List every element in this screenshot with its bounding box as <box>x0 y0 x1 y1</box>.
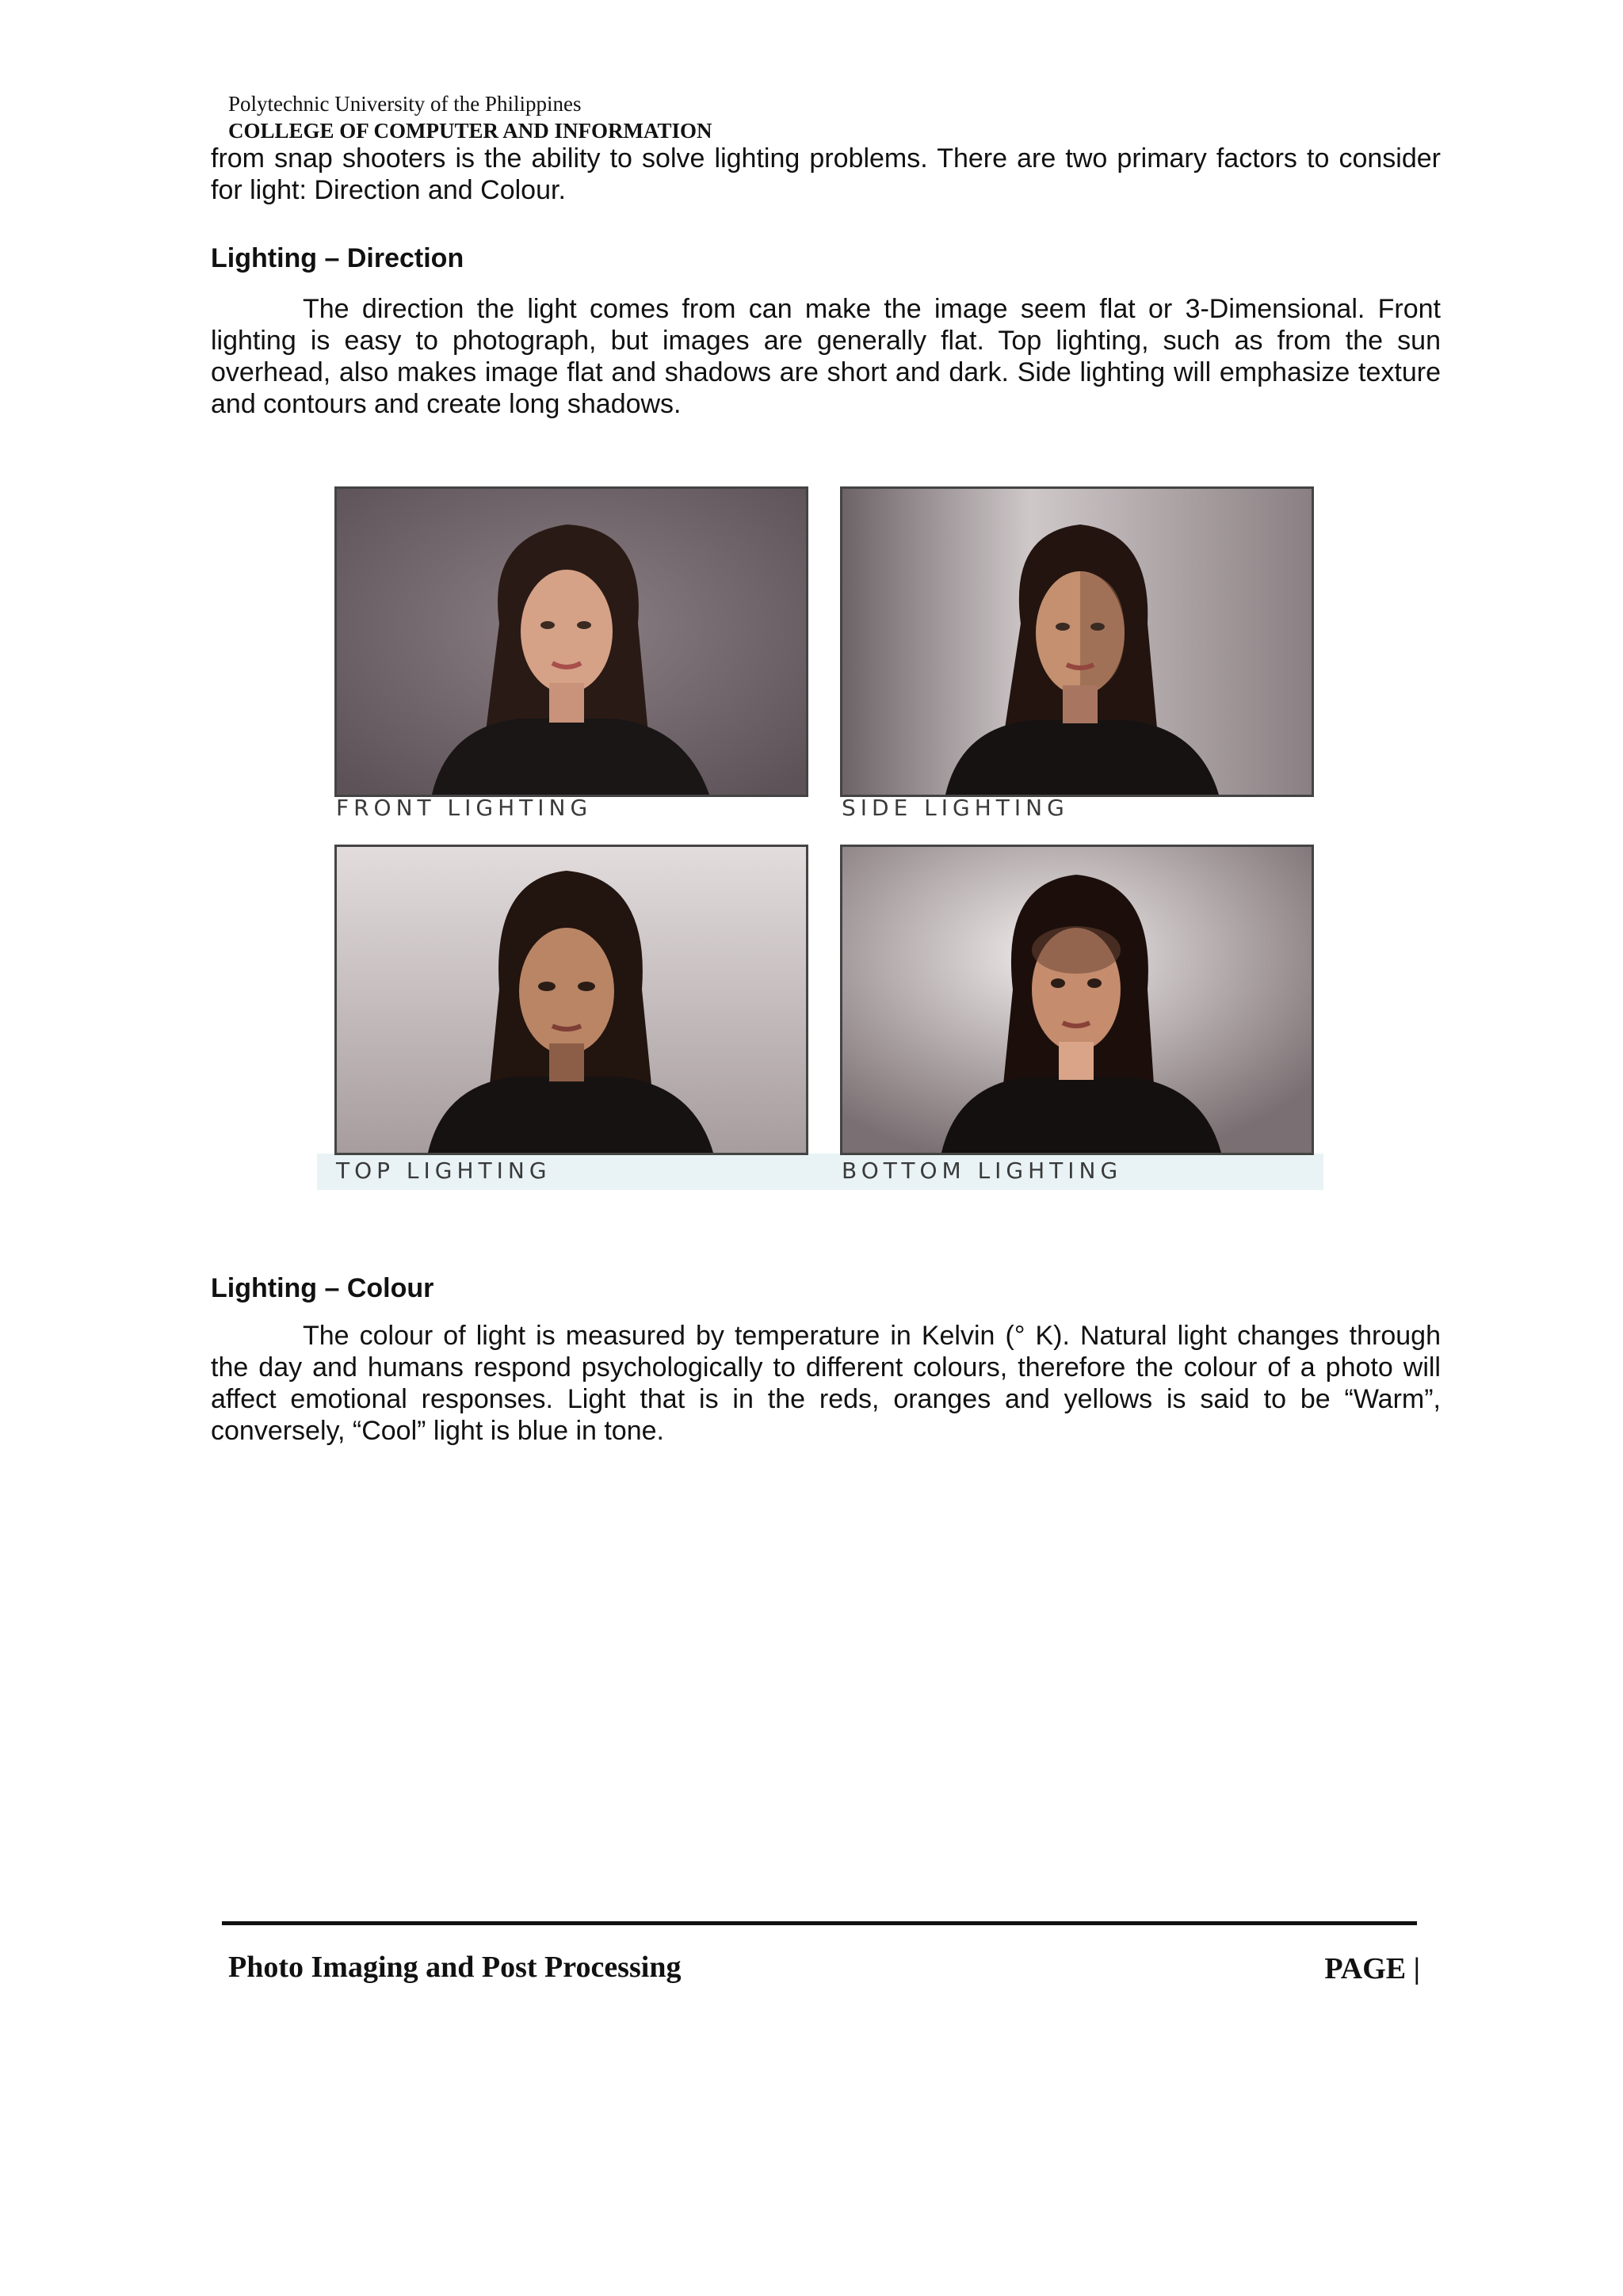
page-header <box>228 90 712 144</box>
paragraph-lighting-colour: The colour of light is measured by temperature in Kelvin (° K). Natural light changes through the day and humans respond psychologically to different colours, therefore the colour of a photo will affect emotional responses. Light that is in the reds, oranges and yellows is said to be “Warm”, conversely, “Cool” light is blue in tone. <box>211 1321 1441 1446</box>
colour-section <box>211 1272 1441 1447</box>
caption-front-lighting: FRONT LIGHTING <box>336 795 593 821</box>
footer-page-label: PAGE | <box>1324 1952 1420 1985</box>
caption-bottom-lighting: BOTTOM LIGHTING <box>842 1158 1123 1184</box>
photo-bottom-lighting <box>840 845 1314 1155</box>
paragraph-lighting-direction: The direction the light comes from can make the image seem flat or 3-Dimensional. Front lighting is easy to photograph, but images are generally flat. Top lighting, such as from the sun overhead, also makes image flat and shadows are short and dark. Side lighting will emphasize texture and contours and create long shadows. <box>211 294 1441 419</box>
photo-top-lighting <box>334 845 808 1155</box>
portrait-side-image <box>842 489 1312 795</box>
photo-side-lighting <box>840 486 1314 797</box>
lighting-figure <box>317 483 1323 1190</box>
photo-front-lighting <box>334 486 808 797</box>
heading-lighting-colour: Lighting – Colour <box>211 1273 434 1303</box>
footer-divider <box>222 1921 1417 1925</box>
caption-top-lighting: TOP LIGHTING <box>336 1158 552 1184</box>
caption-side-lighting: SIDE LIGHTING <box>842 795 1069 821</box>
footer-course-title: Photo Imaging and Post Processing <box>228 1951 682 1984</box>
document-body <box>211 143 1441 420</box>
portrait-top-image <box>337 847 806 1153</box>
intro-paragraph: from snap shooters is the ability to solve lighting problems. There are two primary factors to consider for light: Direction and Colour. <box>211 143 1441 205</box>
heading-lighting-direction: Lighting – Direction <box>211 243 464 273</box>
portrait-front-image <box>337 489 806 795</box>
college-name: COLLEGE OF COMPUTER AND INFORMATION <box>228 119 712 143</box>
university-name: Polytechnic University of the Philippines <box>228 92 582 116</box>
portrait-bottom-image <box>842 847 1312 1153</box>
